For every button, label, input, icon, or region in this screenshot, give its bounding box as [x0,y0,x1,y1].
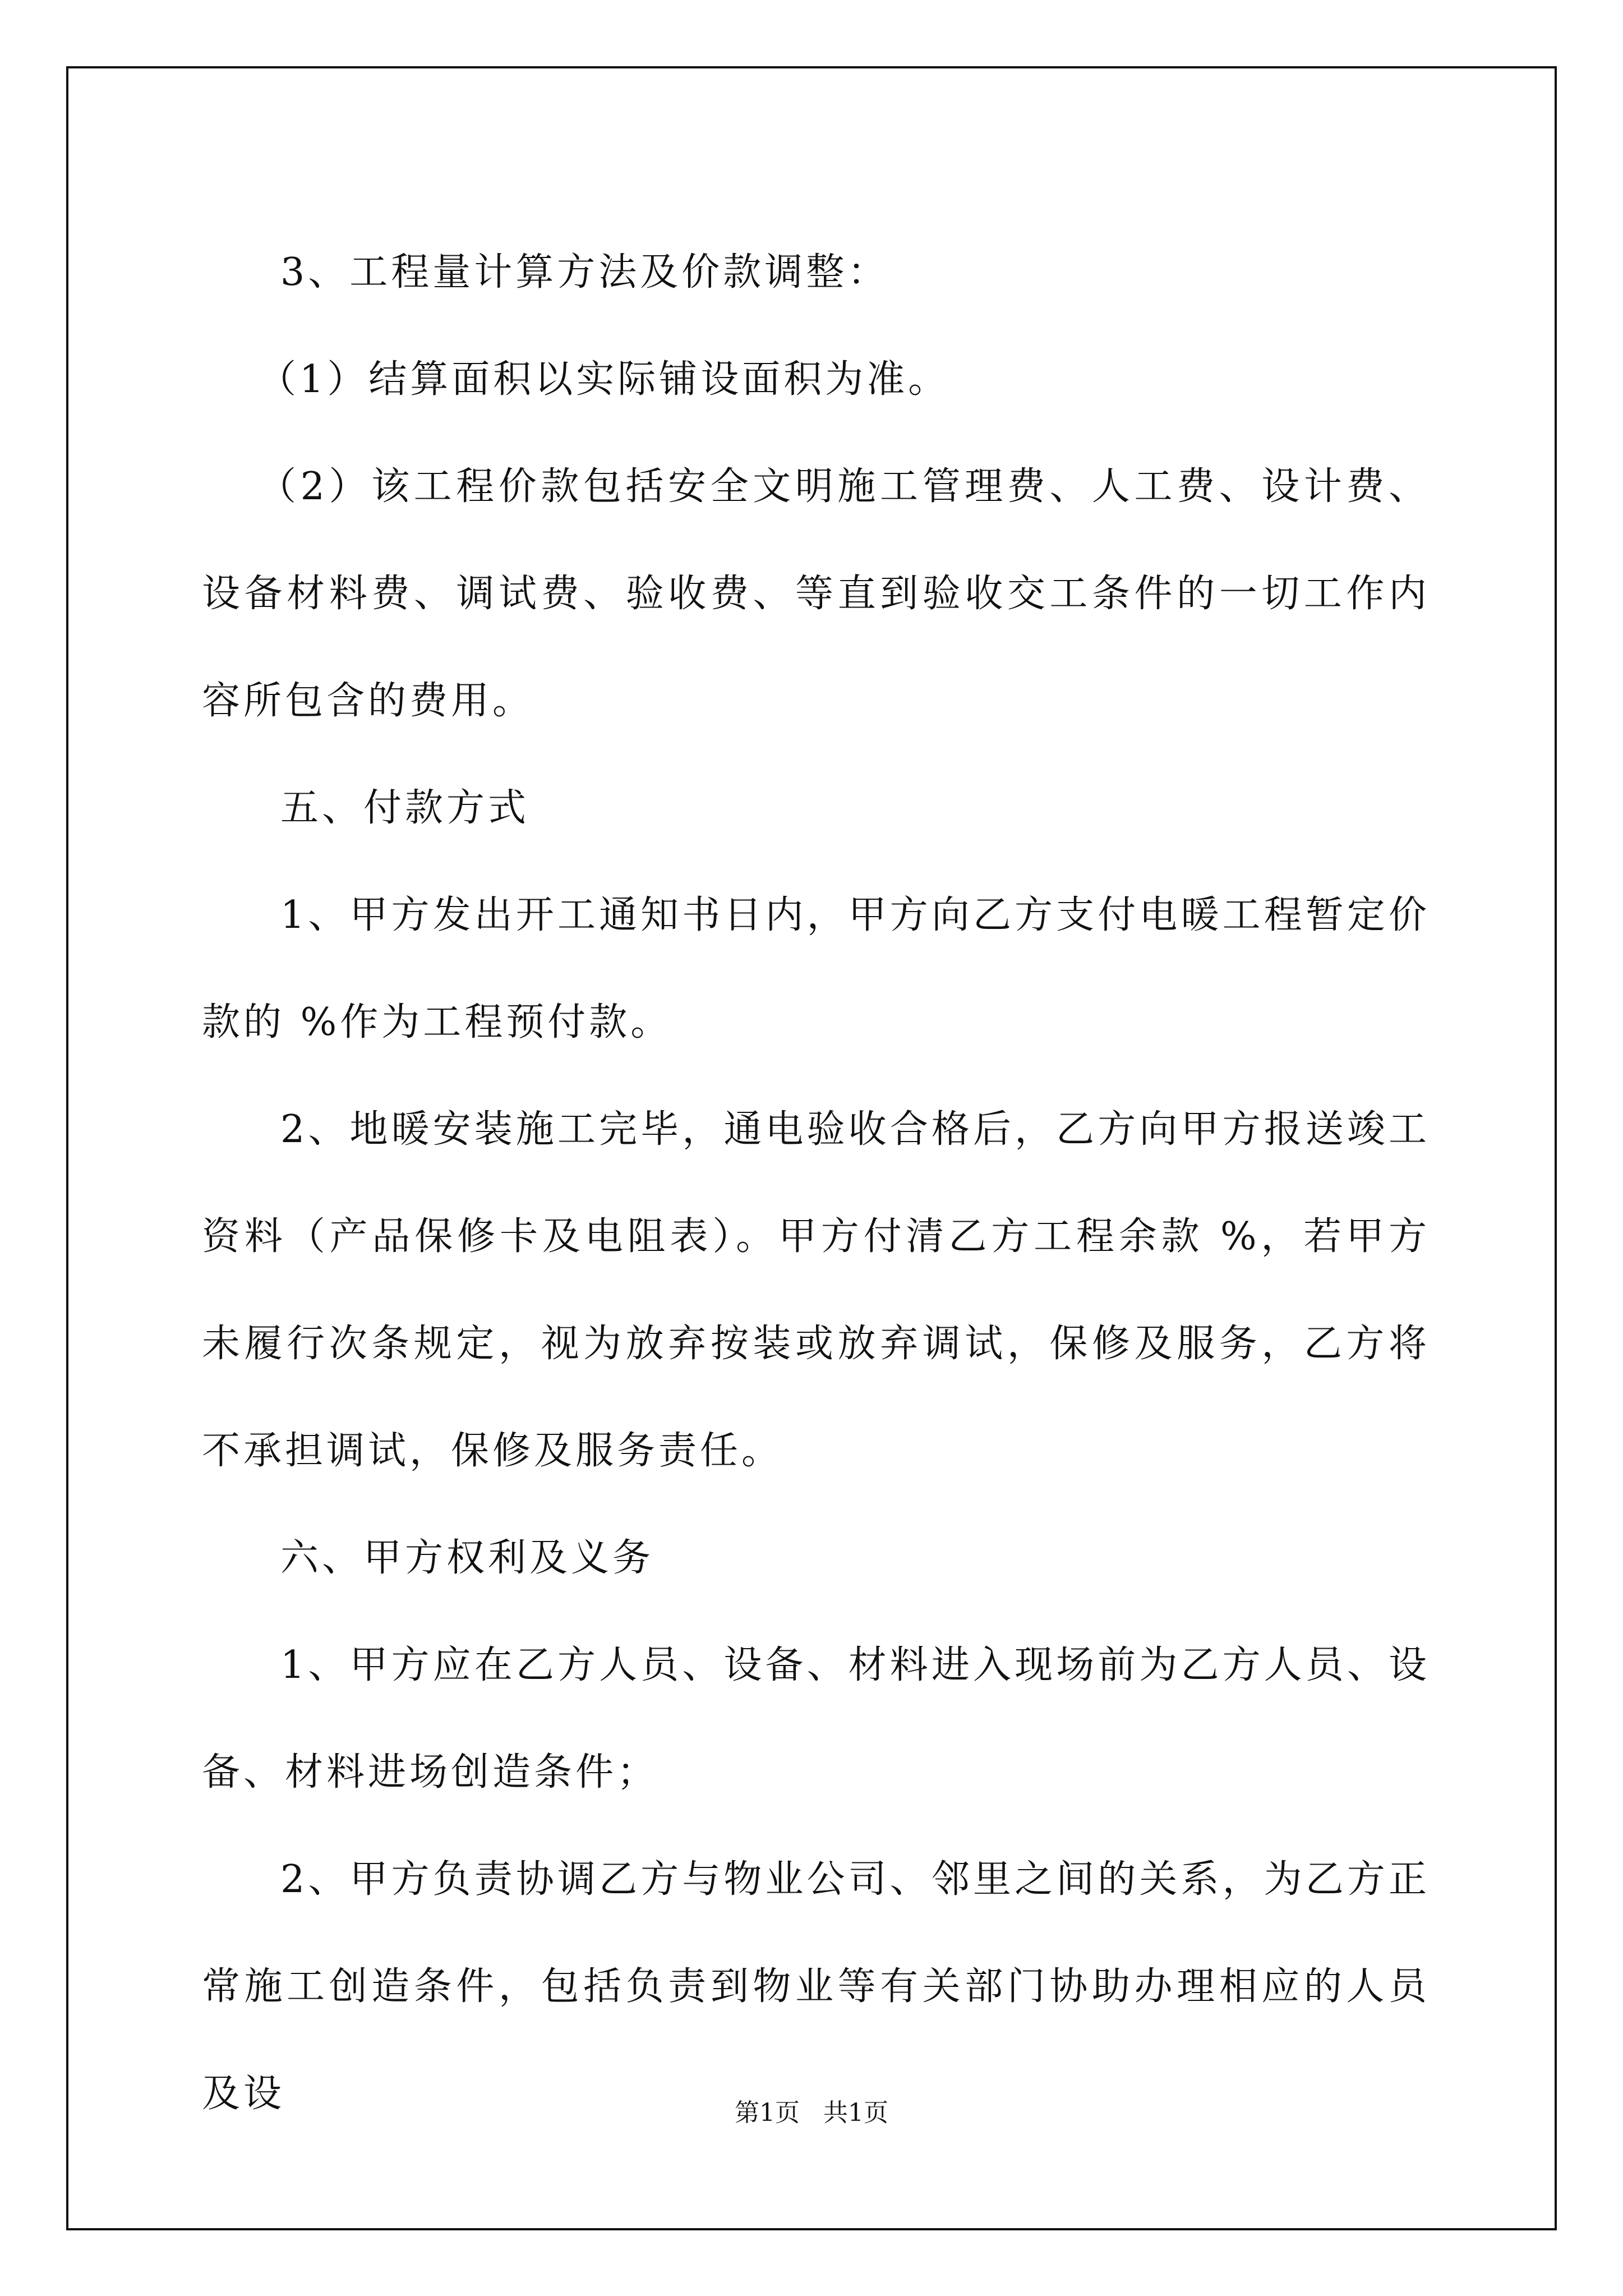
paragraph-payment-1: 1、甲方发出开工通知书日内，甲方向乙方支付电暖工程暂定价款的 %作为工程预付款。 [202,893,1430,1045]
page-footer: 第1页 共1页 [735,2099,888,2127]
document-body [202,219,1430,2147]
paragraph-section-3-heading: 3、工程量计算方法及价款调整： [280,250,889,295]
paragraph-3-1: （1）结算面积以实际铺设面积为准。 [258,357,950,402]
paragraph-3-2: （2）该工程价款包括安全文明施工管理费、人工费、设计费、设备材料费、调试费、验收费、等直到验收交工条件的一切工作内容所包含的费用。 [202,464,1430,723]
heading-party-a-rights: 六、甲方权利及义务 [280,1536,654,1580]
paragraph-payment-2: 2、地暖安装施工完毕，通电验收合格后，乙方向甲方报送竣工资料（产品保修卡及电阻表）。甲方付清乙方工程余款 %，若甲方未履行次条规定，视为放弃按装或放弃调试，保修及服务，乙方将不承担调试，保修及服务责任。 [202,1107,1430,1473]
paragraph-party-a-2: 2、甲方负责协调乙方与物业公司、邻里之间的关系，为乙方正常施工创造条件，包括负责到物业等有关部门协助办理相应的人员及设 [202,1857,1430,2116]
heading-payment-method: 五、付款方式 [280,786,530,830]
paragraph-party-a-1: 1、甲方应在乙方人员、设备、材料进入现场前为乙方人员、设备、材料进场创造条件； [202,1643,1430,1795]
